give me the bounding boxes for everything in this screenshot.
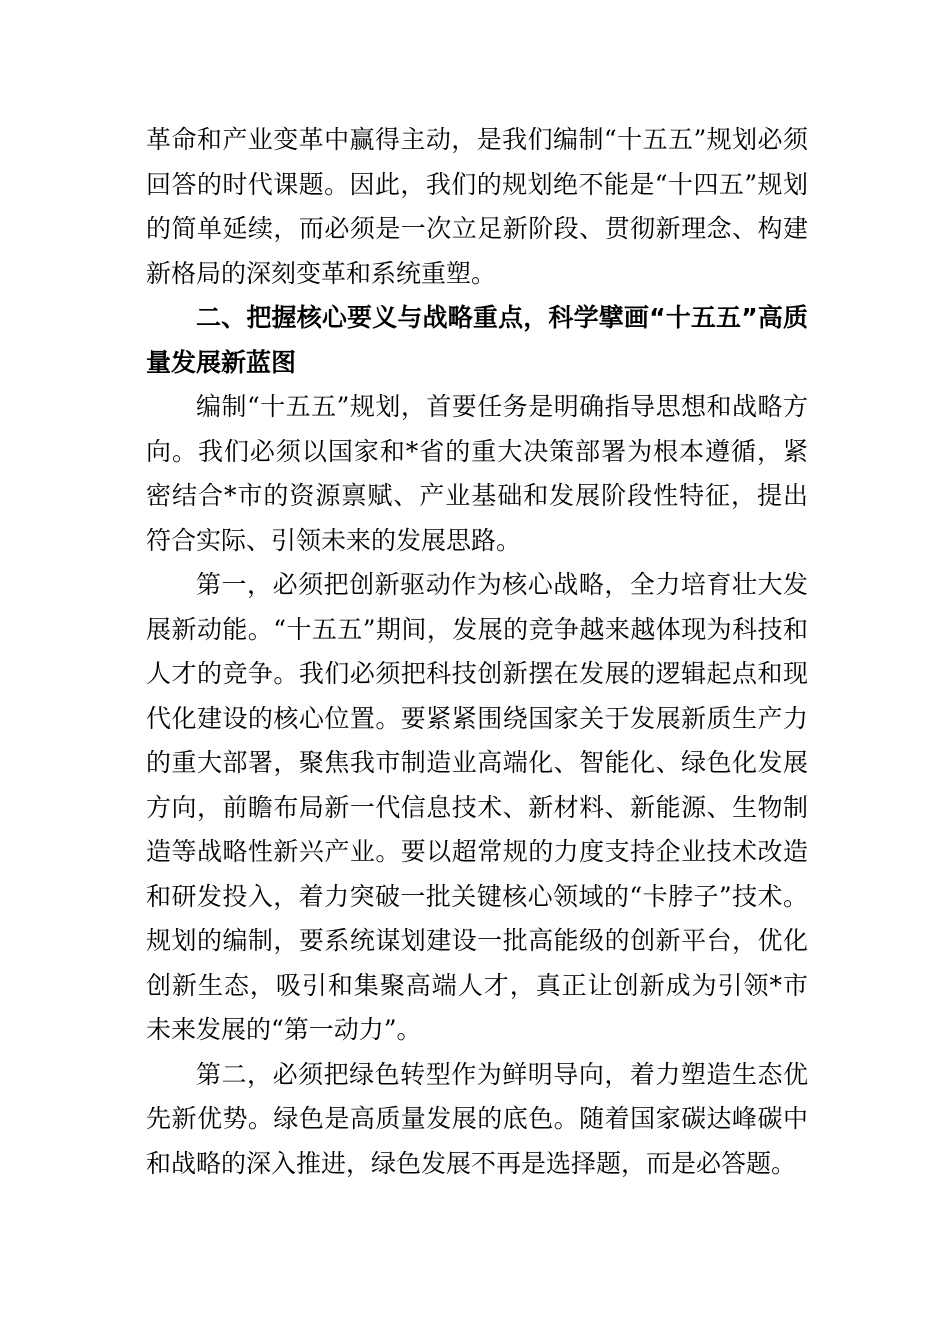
paragraph-guiding-thought: 编制“十五五”规划，首要任务是明确指导思想和战略方向。我们必须以国家和*省的重大决策部署为根本遵循，紧密结合*市的资源禀赋、产业基础和发展阶段性特征，提出符合实际、引领未来的发展思路。 xyxy=(146,392,808,555)
paragraph-continued: 革命和产业变革中赢得主动，是我们编制“十五五”规划必须回答的时代课题。因此，我们的规划绝不能是“十四五”规划的简单延续，而必须是一次立足新阶段、贯彻新理念、构建新格局的深刻变革和系统重塑。 xyxy=(146,125,808,288)
document-body xyxy=(146,118,808,1186)
section-heading: 二、把握核心要义与战略重点，科学擘画“十五五”高质量发展新蓝图 xyxy=(146,303,808,377)
paragraph-green-transition: 第二，必须把绿色转型作为鲜明导向，着力塑造生态优先新优势。绿色是高质量发展的底色。随着国家碳达峰碳中和战略的深入推进，绿色发展不再是选择题，而是必答题。 xyxy=(146,1059,808,1178)
paragraph-innovation: 第一，必须把创新驱动作为核心战略，全力培育壮大发展新动能。“十五五”期间，发展的竞争越来越体现为科技和人才的竞争。我们必须把科技创新摆在发展的逻辑起点和现代化建设的核心位置。要紧紧围绕国家关于发展新质生产力的重大部署，聚焦我市制造业高端化、智能化、绿色化发展方向，前瞻布局新一代信息技术、新材料、新能源、生物制造等战略性新兴产业。要以超常规的力度支持企业技术改造和研发投入，着力突破一批关键核心领域的“卡脖子”技术。规划的编制，要系统谋划建设一批高能级的创新平台，优化创新生态，吸引和集聚高端人才，真正让创新成为引领*市未来发展的“第一动力”。 xyxy=(146,570,808,1044)
